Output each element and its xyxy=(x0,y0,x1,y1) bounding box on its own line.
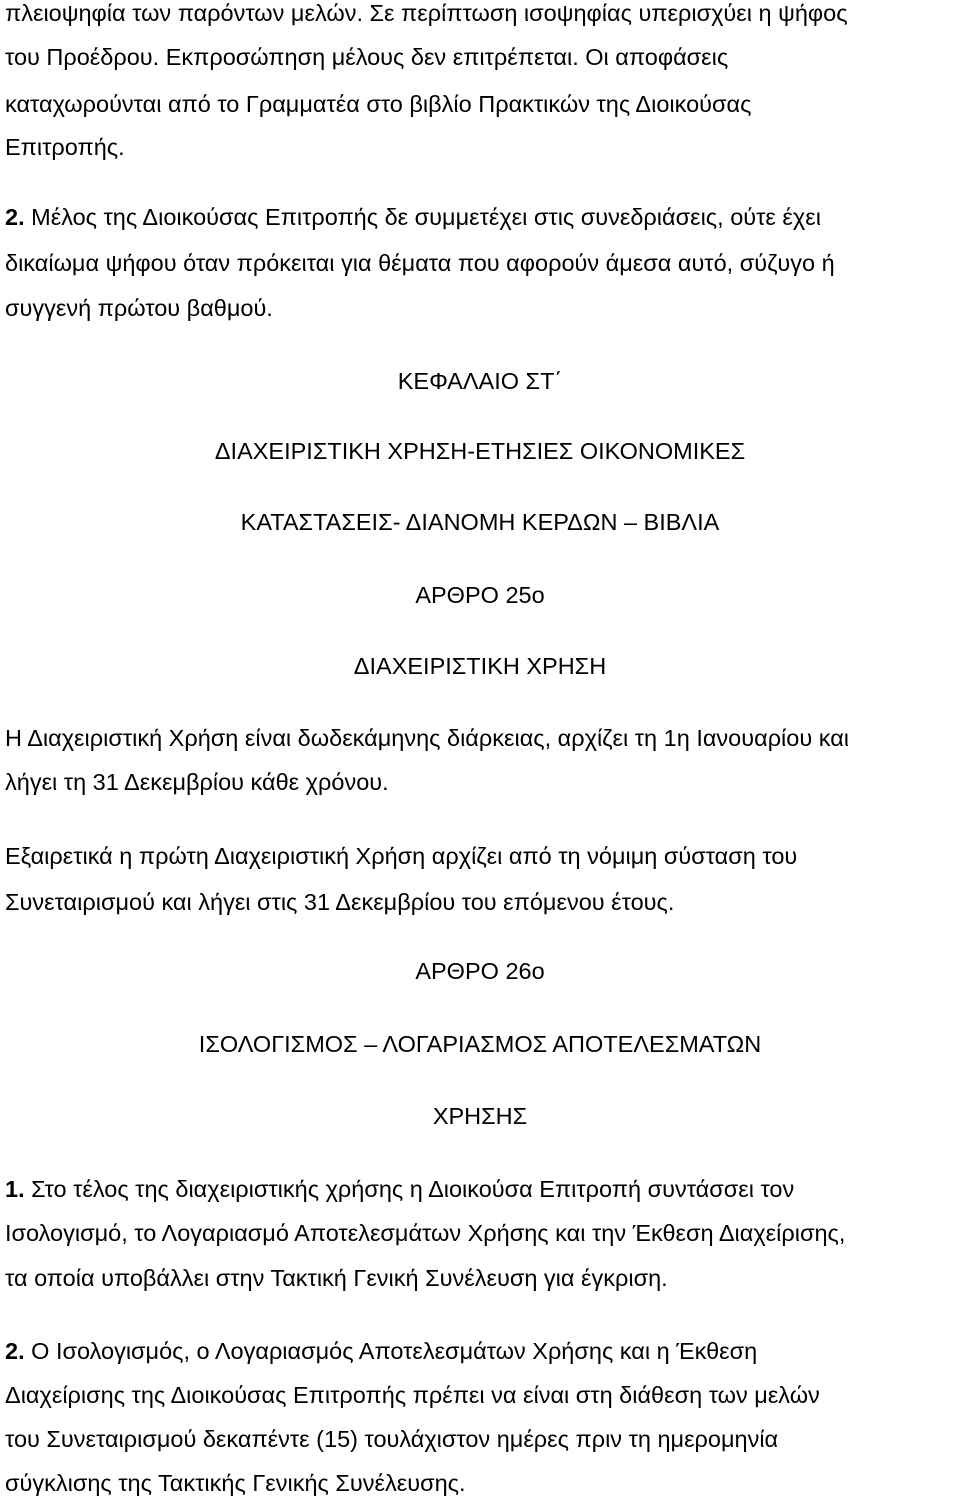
paragraph-line: πλειοψηφία των παρόντων μελών. Σε περίπτωση ισοψηφίας υπερισχύει η ψήφος xyxy=(5,0,848,26)
item-number: 2. xyxy=(5,204,25,230)
paragraph-text: Μέλος της Διοικούσας Επιτροπής δε συμμετέχει στις συνεδριάσεις, ούτε έχει xyxy=(24,204,821,230)
paragraph-line: του Συνεταιρισμού δεκαπέντε (15) τουλάχιστον ημέρες πριν τη ημερομηνία xyxy=(5,1426,779,1452)
chapter-subtitle: ΔΙΑΧΕΙΡΙΣΤΙΚΗ ΧΡΗΣΗ-ΕΤΗΣΙΕΣ ΟΙΚΟΝΟΜΙΚΕΣ xyxy=(214,438,746,464)
article-title: ΑΡΘΡΟ 26ο xyxy=(415,958,545,984)
article-subtitle: ΙΣΟΛΟΓΙΣΜΟΣ – ΛΟΓΑΡΙΑΣΜΟΣ ΑΠΟΤΕΛΕΣΜΑΤΩΝ xyxy=(198,1031,762,1057)
paragraph-line: Συνεταιρισμού και λήγει στις 31 Δεκεμβρίου του επόμενου έτους. xyxy=(5,889,675,915)
numbered-paragraph-line xyxy=(5,1178,794,1202)
numbered-paragraph-line xyxy=(5,1340,757,1364)
paragraph-line: συγγενή πρώτου βαθμού. xyxy=(5,295,273,321)
paragraph-line: Διαχείρισης της Διοικούσας Επιτροπής πρέπει να είναι στη διάθεση των μελών xyxy=(5,1382,820,1408)
paragraph-line: καταχωρούνται από το Γραμματέα στο βιβλίο Πρακτικών της Διοικούσας xyxy=(5,91,752,117)
paragraph-line: δικαίωμα ψήφου όταν πρόκειται για θέματα που αφορούν άμεσα αυτό, σύζυγο ή xyxy=(5,250,835,276)
paragraph-line: σύγκλισης της Τακτικής Γενικής Συνέλευσης. xyxy=(5,1470,466,1496)
paragraph-line: Ισολογισμό, το Λογαριασμό Αποτελεσμάτων Χρήσης και την Έκθεση Διαχείρισης, xyxy=(5,1220,846,1246)
article-title: ΑΡΘΡΟ 25ο xyxy=(415,582,545,608)
chapter-subtitle: ΚΑΤΑΣΤΑΣΕΙΣ- ΔΙΑΝΟΜΗ ΚΕΡΔΩΝ – ΒΙΒΛΙΑ xyxy=(240,509,720,535)
paragraph-line: Εξαιρετικά η πρώτη Διαχειριστική Χρήση αρχίζει από τη νόμιμη σύσταση του xyxy=(5,843,798,869)
paragraph-text: Ο Ισολογισμός, ο Λογαριασμός Αποτελεσμάτων Χρήσης και η Έκθεση xyxy=(24,1338,758,1364)
chapter-title: ΚΕΦΑΛΑΙΟ ΣΤ΄ xyxy=(397,368,563,394)
paragraph-line: λήγει τη 31 Δεκεμβρίου κάθε χρόνου. xyxy=(5,769,389,795)
item-number: 1. xyxy=(5,1176,25,1202)
article-subtitle: ΔΙΑΧΕΙΡΙΣΤΙΚΗ ΧΡΗΣΗ xyxy=(353,653,607,679)
paragraph-line: Η Διαχειριστική Χρήση είναι δωδεκάμηνης διάρκειας, αρχίζει τη 1η Ιανουαρίου και xyxy=(5,725,850,751)
paragraph-line: Επιτροπής. xyxy=(5,134,125,160)
paragraph-line: του Προέδρου. Εκπροσώπηση μέλους δεν επιτρέπεται. Οι αποφάσεις xyxy=(5,44,729,70)
paragraph-text: Στο τέλος της διαχειριστικής χρήσης η Διοικούσα Επιτροπή συντάσσει τον xyxy=(24,1176,795,1202)
paragraph-line: τα οποία υποβάλλει στην Τακτική Γενική Συνέλευση για έγκριση. xyxy=(5,1265,668,1291)
numbered-paragraph-line xyxy=(5,206,821,230)
article-subtitle: ΧΡΗΣΗΣ xyxy=(432,1103,528,1129)
item-number: 2. xyxy=(5,1338,25,1364)
